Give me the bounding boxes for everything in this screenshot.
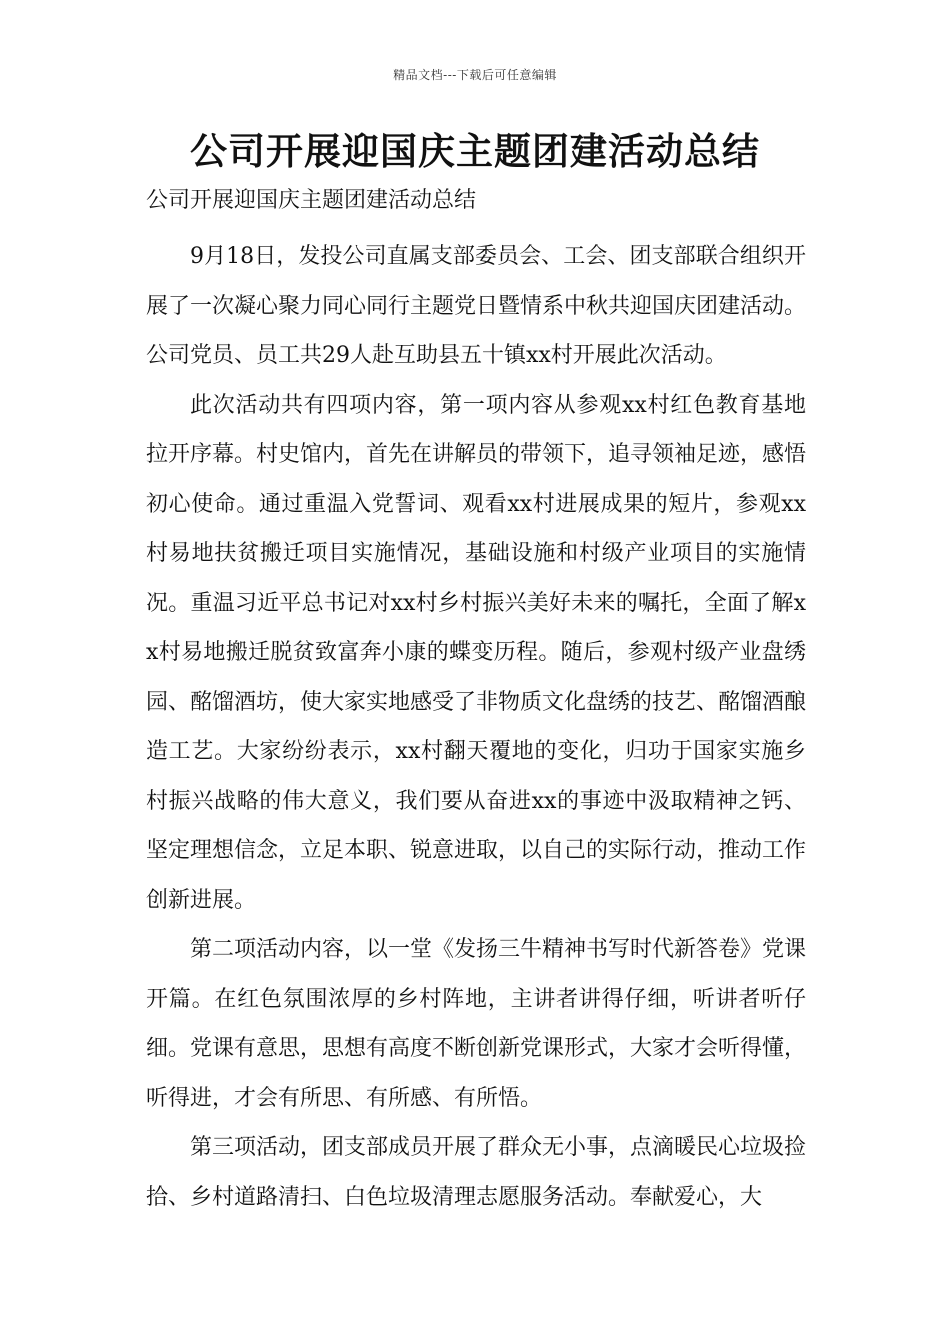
paragraph: 第二项活动内容，以一堂《发扬三牛精神书写时代新答卷》党课开篇。在红色氛围浓厚的乡村阵地，主讲者讲得仔细，听讲者听仔细。党课有意思，思想有高度不断创新党课形式，大家才会听得懂，听得进，才会有所思、有所感、有所悟。 <box>146 937 807 1111</box>
document-title: 公司开展迎国庆主题团建活动总结 <box>190 130 760 173</box>
header-note: 精品文档---下载后可任意编辑 <box>393 68 557 82</box>
paragraph: 9月18日，发投公司直属支部委员会、工会、团支部联合组织开展了一次凝心聚力同心同行主题党日暨情系中秋共迎国庆团建活动。公司党员、员工共29人赴互助县五十镇xx村开展此次活动。 <box>146 244 807 368</box>
paragraph: 此次活动共有四项内容，第一项内容从参观xx村红色教育基地拉开序幕。村史馆内，首先在讲解员的带领下，追寻领袖足迹，感悟初心使命。通过重温入党誓词、观看xx村进展成果的短片，参观xx村易地扶贫搬迁项目实施情况，基础设施和村级产业项目的实施情况。重温习近平总书记对xx村乡村振兴美好未来的嘱托，全面了解xx村易地搬迁脱贫致富奔小康的蝶变历程。随后，参观村级产业盘绣园、酩馏酒坊，使大家实地感受了非物质文化盘绣的技艺、酩馏酒酿造工艺。大家纷纷表示，xx村翻天覆地的变化，归功于国家实施乡村振兴战略的伟大意义，我们要从奋进xx的事迹中汲取精神之钙、坚定理想信念，立足本职、锐意进取，以自己的实际行动，推动工作创新进展。 <box>146 392 807 913</box>
paragraph: 第三项活动，团支部成员开展了群众无小事，点滴暖民心垃圾捡拾、乡村道路清扫、白色垃圾清理志愿服务活动。奉献爱心，大 <box>146 1135 807 1210</box>
document-subtitle: 公司开展迎国庆主题团建活动总结 <box>146 188 477 213</box>
document-body <box>146 232 806 1222</box>
